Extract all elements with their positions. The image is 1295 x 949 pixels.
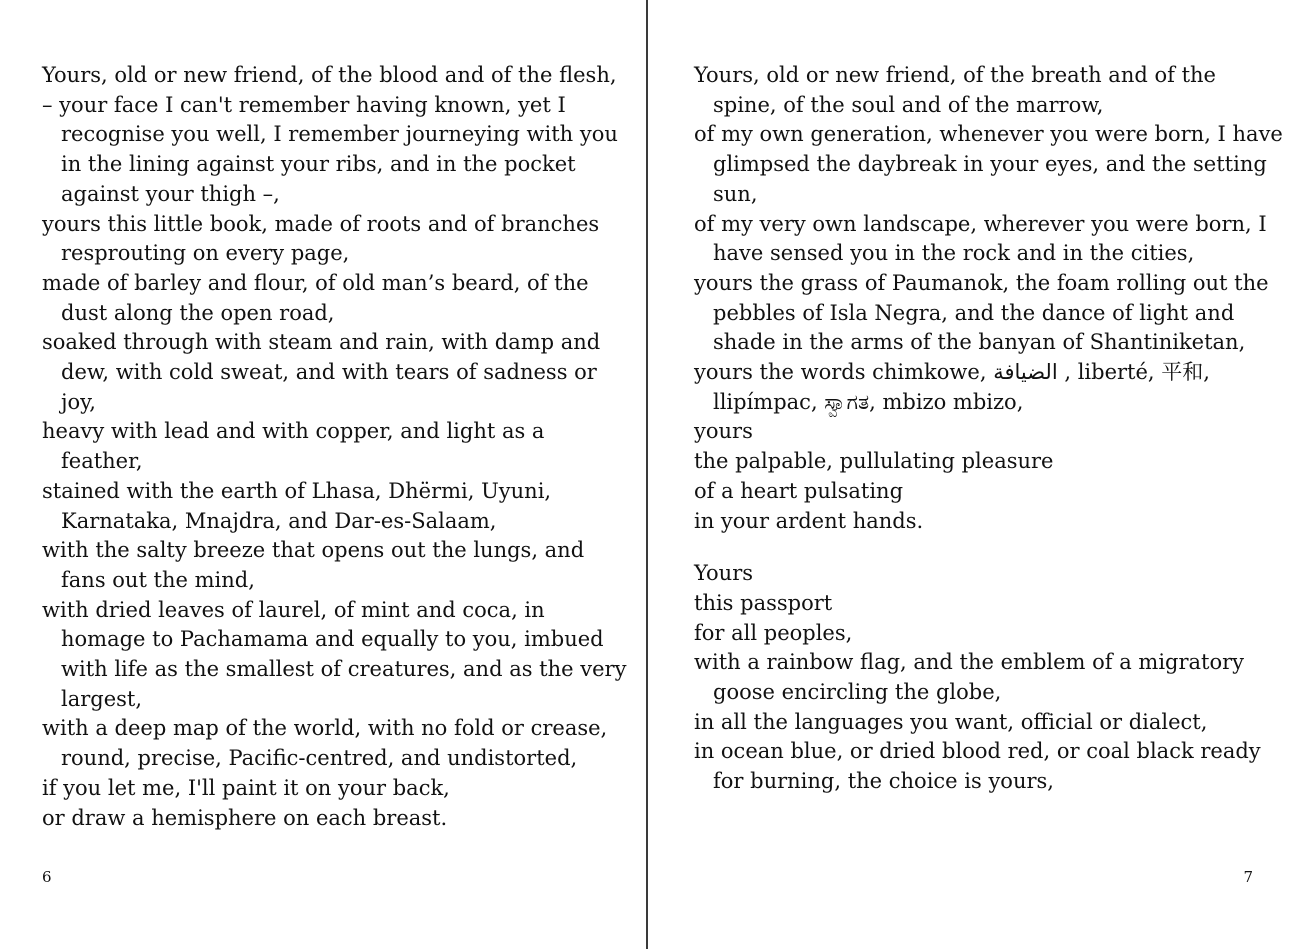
verse-line: in ocean blue, or dried blood red, or coal black ready for burning, the choice is yours,	[694, 739, 1261, 794]
verse-line: with a deep map of the world, with no fold or crease, round, precise, Pacific-centred, and undistorted,	[42, 716, 608, 771]
verse-line: yours the grass of Paumanok, the foam rolling out the pebbles of Isla Negra, and the dance of light and shade in the arms of the banyan of Shantiniketan,	[694, 270, 1269, 355]
page-number-right: 7	[1243, 868, 1253, 886]
verse-line: for all peoples,	[694, 620, 853, 645]
verse-line: with dried leaves of laurel, of mint and coca, in homage to Pachamama and equally to you, imbued with life as the smallest of creatures, and as the very largest,	[42, 597, 627, 711]
verse-line: in all the languages you want, official or dialect,	[694, 709, 1208, 734]
verse-line: heavy with lead and with copper, and light as a feather,	[42, 419, 545, 474]
verse-line: yours this little book, made of roots and of branches resprouting on every page,	[42, 211, 600, 266]
verse-line: Yours, old or new friend, of the breath and of the spine, of the soul and of the marrow,	[694, 63, 1216, 117]
verse-line: stained with the earth of Lhasa, Dhërmi, Uyuni, Karnataka, Mnajdra, and Dar-es-Salaam,	[42, 478, 552, 533]
verse-line: made of barley and flour, of old man’s beard, of the dust along the open road,	[42, 270, 589, 325]
verse-line: – your face I can't remember having known, yet I recognise you well, I remember journeying with you in the lining against your ribs, and in the pocket against your thigh –,	[42, 92, 618, 206]
verse-line: yours	[694, 419, 753, 444]
right-poem-text	[694, 61, 1284, 797]
verse-line: this passport	[694, 590, 833, 615]
verse-line: or draw a hemisphere on each breast.	[42, 805, 448, 830]
verse-line: soaked through with steam and rain, with damp and dew, with cold sweat, and with tears of sadness or joy,	[42, 330, 601, 414]
left-page	[0, 0, 646, 949]
verse-line: Yours, old or new friend, of the blood and of the flesh,	[42, 63, 617, 87]
right-page	[649, 0, 1295, 949]
verse-line: yours the words chimkowe, الضيافة , liberté, 平和, llipímpac, ಸ್ವಾಗತ, mbizo mbizo,	[694, 360, 1210, 414]
left-poem-text	[42, 61, 632, 833]
book-gutter-divider	[646, 0, 648, 949]
verse-line: of my very own landscape, wherever you were born, I have sensed you in the rock and in the cities,	[694, 211, 1267, 266]
verse-line: in your ardent hands.	[694, 508, 924, 533]
verse-line: the palpable, pullulating pleasure	[694, 449, 1054, 474]
stanza-break	[694, 536, 1284, 559]
verse-line: Yours	[694, 561, 754, 586]
verse-line: of a heart pulsating	[694, 478, 904, 503]
page-number-left: 6	[42, 868, 52, 886]
verse-line: with a rainbow flag, and the emblem of a migratory goose encircling the globe,	[694, 650, 1245, 705]
verse-line: if you let me, I'll paint it on your back,	[42, 775, 450, 800]
verse-line: of my own generation, whenever you were born, I have glimpsed the daybreak in your eyes, and the setting sun,	[694, 122, 1283, 206]
verse-line: with the salty breeze that opens out the lungs, and fans out the mind,	[42, 538, 585, 592]
